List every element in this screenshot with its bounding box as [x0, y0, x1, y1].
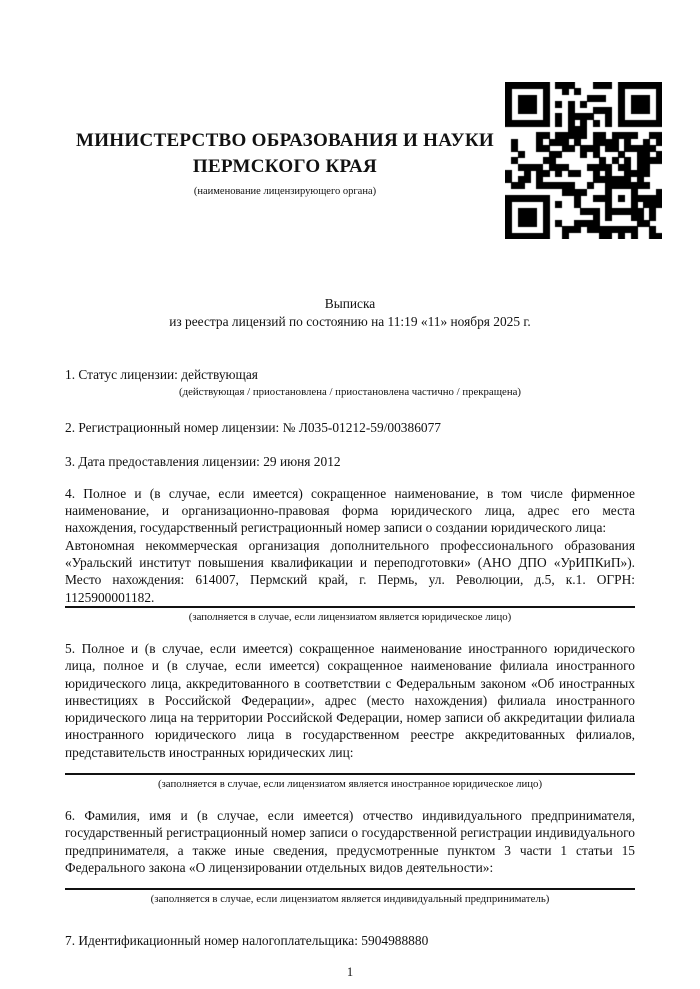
individual-entrepreneur-section [65, 807, 635, 906]
issuing-authority-line2: ПЕРМСКОГО КРАЯ [192, 156, 378, 177]
licensee-legal-entity-note: (заполняется в случае, если лицензиатом является юридическое лицо) [65, 606, 635, 624]
foreign-entity-value [65, 761, 635, 773]
foreign-entity-paragraph: 5. Полное и (в случае, если имеется) сокращенное наименование иностранного юридического лица, полное и (в случае, если имеется) сокращенное наименование филиала иностранного юридического лица, аккредитованного в соответствии с Федеральным законом «Об иностранных инвестициях в Российской Федерации», адрес (место нахождения) филиала иностранного юридического лица на территории Российской Федерации, номер записи об аккредитации филиала иностранного юридического лица в государственном реестре аккредитованных филиалов, представительств иностранных юридических лиц: [65, 640, 635, 760]
issuing-authority-line1: МИНИСТЕРСТВО ОБРАЗОВАНИЯ И НАУКИ [75, 130, 495, 151]
individual-entrepreneur-value [65, 876, 635, 888]
license-grant-date: 3. Дата предоставления лицензии: 29 июня 2012 [65, 453, 341, 469]
document-title [65, 295, 635, 330]
foreign-entity-note: (заполняется в случае, если лицензиатом является иностранное юридическое лицо) [65, 773, 635, 791]
document-header [65, 128, 505, 199]
individual-entrepreneur-note: (заполняется в случае, если лицензиатом является индивидуальный предприниматель) [65, 888, 635, 906]
licensee-legal-entity-value: Автономная некоммерческая организация дополнительного профессионального образования «Уральский институт повышения квалификации и переподготовки» (АНО ДПО «УрИПКиП»). Место нахождения: 614007, Пермский край, г. Пермь, ул. Революции, д.5, к.1. ОГРН: 1125900001182. [65, 537, 635, 605]
document-title-line2: из реестра лицензий по состоянию на 11:19 «11» ноября 2025 г. [169, 313, 531, 329]
license-status: 1. Статус лицензии: действующая [65, 367, 258, 382]
page-number: 1 [346, 964, 354, 979]
foreign-entity-section [65, 640, 635, 791]
qr-code-icon [505, 82, 662, 239]
license-status-note: (действующая / приостановлена / приостановлена частично / прекращена) [179, 386, 521, 399]
individual-entrepreneur-paragraph: 6. Фамилия, имя и (в случае, если имеется) отчество индивидуального предпринимателя, государственный регистрационный номер записи о государственной регистрации индивидуального предпринимателя, а также иные сведения, предусмотренные пунктом 3 части 1 статьи 15 Федерального закона «О лицензировании отдельных видов деятельности»: [65, 808, 635, 875]
license-registration-number: 2. Регистрационный номер лицензии: № Л035-01212-59/00386077 [65, 420, 441, 436]
taxpayer-id: 7. Идентификационный номер налогоплательщика: 5904988880 [65, 933, 429, 949]
licensee-legal-entity-paragraph: 4. Полное и (в случае, если имеется) сокращенное наименование, в том числе фирменное наименование, и организационно-правовая форма юридического лица, адрес его места нахождения, государственный регистрационный номер записи о создании юридического лица: [65, 485, 635, 536]
document-title-line1: Выписка [324, 296, 376, 311]
licensee-legal-entity-section [65, 485, 635, 624]
issuing-authority-caption: (наименование лицензирующего органа) [193, 186, 377, 197]
